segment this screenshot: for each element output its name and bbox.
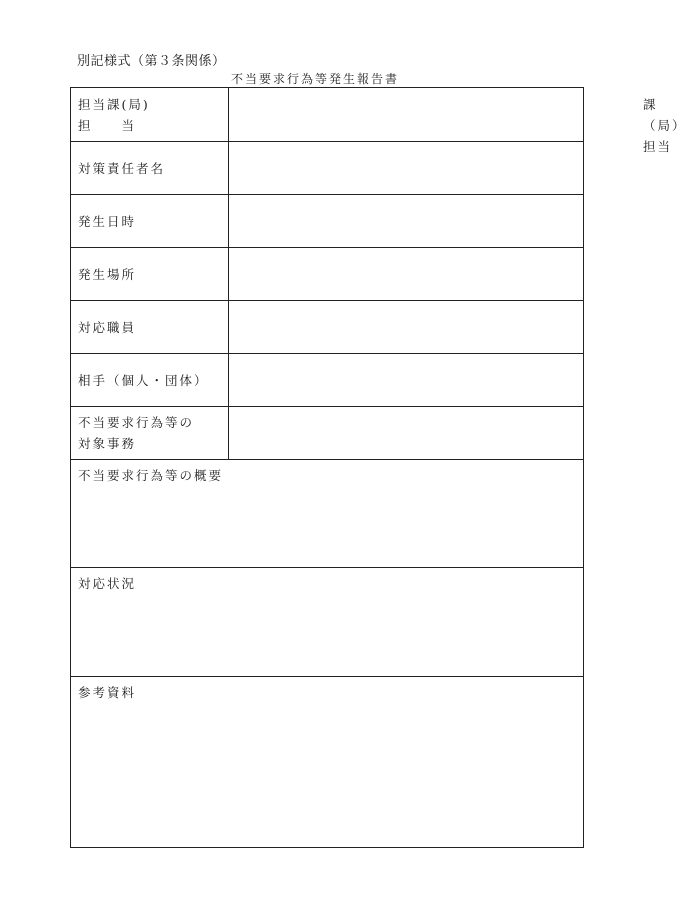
department-unit-labels <box>643 94 687 157</box>
row-target-affairs <box>71 407 583 460</box>
response-status-label: 対応状況 <box>78 576 137 591</box>
responsible-person-label: 対策責任者名 <box>71 142 229 194</box>
report-form <box>70 87 687 848</box>
row-overview <box>71 460 583 568</box>
annex-label: 別記様式（第３条関係） <box>77 54 226 69</box>
row-occurrence-place <box>71 248 583 301</box>
response-status-field[interactable] <box>71 568 583 676</box>
row-counterparty <box>71 354 583 407</box>
row-responding-staff <box>71 301 583 354</box>
target-affairs-label-line2: 対象事務 <box>78 436 137 451</box>
target-affairs-field[interactable] <box>229 407 583 459</box>
overview-field[interactable] <box>71 460 583 567</box>
form-title: 不当要求行為等発生報告書 <box>230 72 399 86</box>
occurrence-datetime-label: 発生日時 <box>71 195 229 247</box>
target-affairs-label-line1: 不当要求行為等の <box>78 415 195 430</box>
occurrence-place-field[interactable] <box>229 248 583 300</box>
target-affairs-label <box>71 407 229 459</box>
reference-materials-label: 参考資料 <box>78 685 137 700</box>
department-unit-line1: 課（局） <box>643 97 687 133</box>
row-response-status <box>71 568 583 677</box>
department-value-cell[interactable] <box>229 88 687 154</box>
row-reference-materials <box>71 677 583 847</box>
occurrence-place-label: 発生場所 <box>71 248 229 300</box>
row-department <box>71 88 687 154</box>
responding-staff-label: 対応職員 <box>71 301 229 353</box>
department-label-cell <box>71 88 229 141</box>
department-label-line1: 担当課(局) <box>78 97 150 112</box>
responsible-person-field[interactable] <box>229 142 583 194</box>
counterparty-field[interactable] <box>229 354 583 406</box>
department-unit-line2: 担当 <box>643 139 673 154</box>
responding-staff-field[interactable] <box>229 301 583 353</box>
occurrence-datetime-field[interactable] <box>229 195 583 247</box>
row-occurrence-datetime <box>71 195 583 248</box>
reference-materials-field[interactable] <box>71 677 583 847</box>
counterparty-label: 相手（個人・団体） <box>71 354 229 406</box>
overview-label: 不当要求行為等の概要 <box>78 468 224 483</box>
row-responsible-person <box>71 142 583 195</box>
department-label-line2: 担 当 <box>78 118 137 133</box>
